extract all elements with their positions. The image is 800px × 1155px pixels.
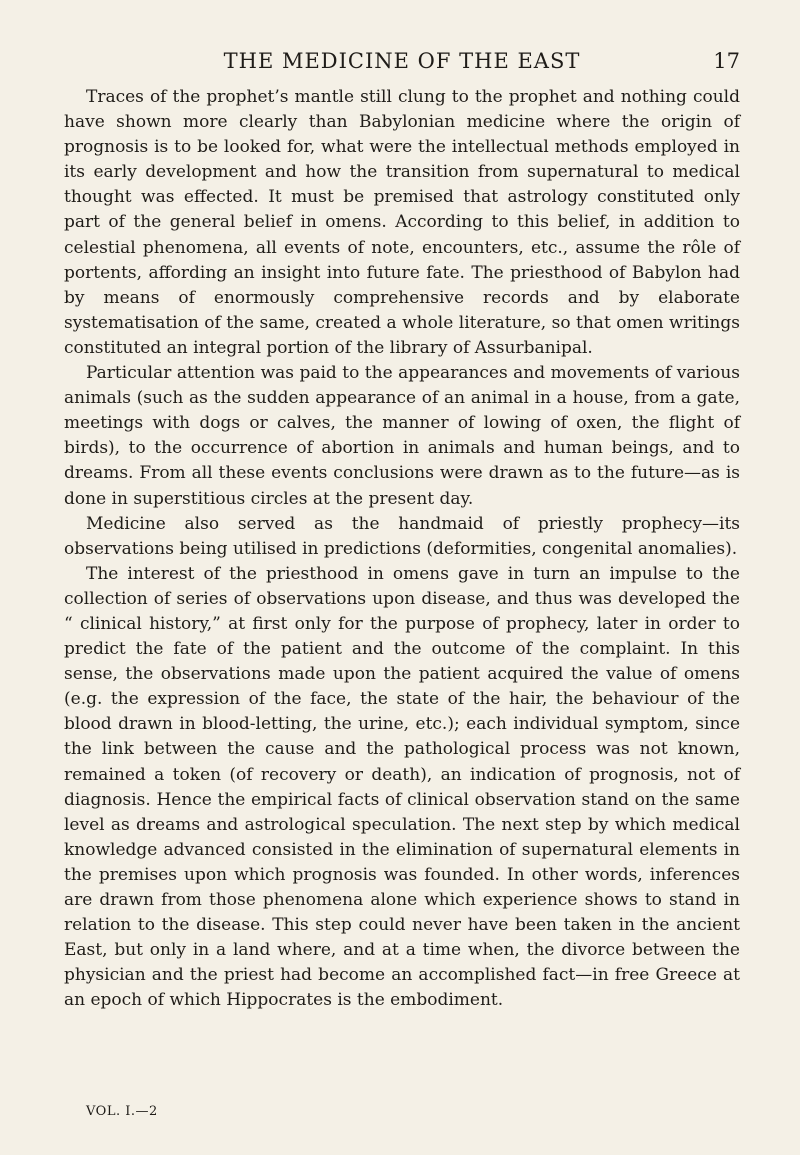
page-number: 17 — [713, 49, 740, 73]
running-head — [64, 46, 740, 76]
paragraph-omens-prognosis: Traces of the prophet’s mantle still clung to the prophet and nothing could have shown more clearly than Babylonian medicine where the origin of prognosis is to be looked for, what were the intellectual methods employed in its early development and how the transition from supernatural to medical thought was effected. It must be premised that astrology constituted only part of the general belief in omens. According to this belief, in addition to celestial phenomena, all events of note, encounters, etc., assume the rôle of portents, affording an insight into future fate. The priesthood of Babylon had by means of enormously comprehensive records and by elaborate systematisation of the same, created a whole literature, so that omen writings constituted an integral portion of the library of Assurbanipal. — [64, 87, 740, 358]
paragraph-animal-omens: Particular attention was paid to the appearances and movements of various animals (such as the sudden appearance of an animal in a house, from a gate, meetings with dogs or calves, the manner of lowing of oxen, the flight of birds), to the occurrence of abortion in animals and human beings, and to dreams. From all these events conclusions were drawn as to the future—as is done in superstitious circles at the present day. — [64, 363, 740, 509]
paragraph-clinical-history: The interest of the priesthood in omens gave in turn an impulse to the collection of series of observations upon disease, and thus was developed the “ clinical history,” at first only for the purpose of prophecy, later in order to predict the fate of the patient and the outcome of the complaint. In this sense, the observations made upon the patient acquired the value of omens (e.g. the expression of the face, the state of the hair, the behaviour of the blood drawn in blood-letting, the urine, etc.); each individual symptom, since the link between the cause and the pathological process was not known, remained a token (of recovery or death), an indication of prognosis, not of diagnosis. Hence the empirical facts of clinical observation stand on the same level as dreams and astrological speculation. The next step by which medical knowledge advanced consisted in the elimination of supernatural elements in the premises upon which prognosis was founded. In other words, inferences are drawn from those phenomena alone which experience shows to stand in relation to the disease. This step could never have been taken in the ancient East, but only in a land where, and at a time when, the divorce between the physician and the priest had become an accomplished fact—in free Greece at an epoch of which Hippocrates is the embodiment. — [64, 563, 740, 1011]
body-text — [64, 85, 740, 1013]
signature-mark: VOL. I.—2 — [86, 1104, 158, 1119]
paragraph-medicine-prophecy: Medicine also served as the handmaid of priestly prophecy—its observations being utilised in predictions (deformities, congenital anomalies). — [64, 513, 740, 559]
running-title: THE MEDICINE OF THE EAST — [223, 49, 581, 73]
